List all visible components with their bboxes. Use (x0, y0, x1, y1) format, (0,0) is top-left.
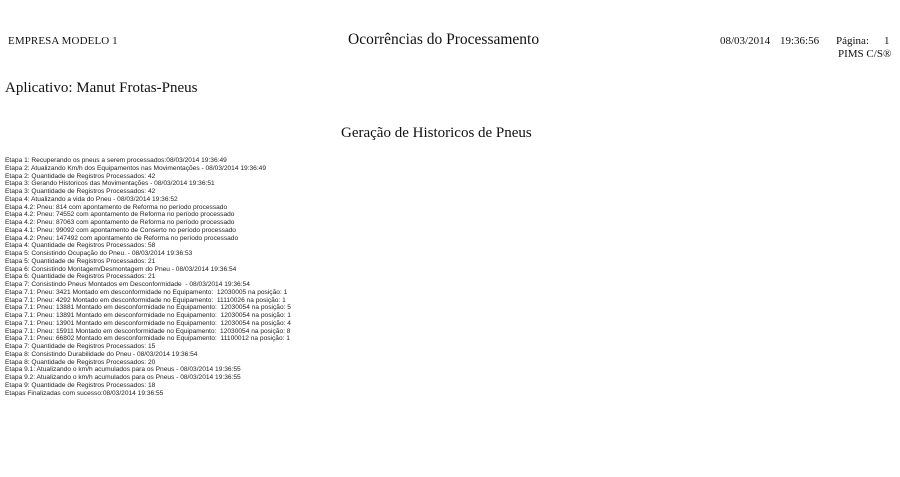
log-line: Etapa 7: Quantidade de Registros Processados: 15 (5, 343, 156, 350)
log-line: Etapa 3: Quantidade de Registros Processados: 42 (5, 188, 156, 195)
log-line: Etapa 7: Consistindo Pneus Montados em Desconformidade - 08/03/2014 19:36:54 (5, 281, 250, 288)
log-line: Etapa 5: Quantidade de Registros Processados: 21 (5, 257, 156, 265)
log-line: Etapa 7.1: Pneu: 4292 Montado em desconformidade no Equipamento: 11110026 na posição: 1 (5, 296, 286, 304)
log-line: Etapa 4: Quantidade de Registros Processados: 58 (5, 242, 156, 250)
log-line: Etapa 4.2: Pneu: 87063 com apontamento de Reforma no período processado (5, 219, 235, 226)
report-time: 19:36:56 (780, 35, 820, 47)
log-line: Etapa 7.1: Pneu: 3421 Montado em desconformidade no Equipamento: 12030005 na posição: 1 (5, 288, 288, 296)
log-line: Etapa 9.1: Atualizando o km/h acumulados para os Pneus - 08/03/2014 19:36:55 (5, 366, 241, 374)
log-line: Etapa 6: Quantidade de Registros Processados: 21 (5, 273, 156, 281)
log-line: Etapa 4.2: Pneu: 74552 com apontamento de Reforma no período processado (5, 211, 235, 219)
report-title: Ocorrências do Processamento (348, 31, 540, 48)
log-line: Etapa 7.1: Pneu: 15911 Montado em desconformidade no Equipamento: 12030054 na posição: 8 (5, 327, 291, 335)
log-line: Etapa 2: Atualizando Km/h dos Equipamentos nas Movimentações - 08/03/2014 19:36:49 (5, 164, 266, 172)
section-title: Geração de Historicos de Pneus (341, 125, 532, 141)
log-line: Etapa 7.1: Pneu: 66802 Montado em desconformidade no Equipamento: 11100012 na posição: 1 (5, 335, 290, 343)
log-line: Etapa 6: Consistindo Montagem/Desmontagem do Pneu - 08/03/2014 19:36:54 (5, 265, 237, 273)
company-name: EMPRESA MODELO 1 (8, 35, 118, 47)
log-line: Etapa 3: Gerando Historicos das Movimentações - 08/03/2014 19:36:51 (5, 180, 215, 188)
application-line: Aplicativo: Manut Frotas-Pneus (5, 80, 198, 96)
log-line: Etapa 4: Atualizando a vida do Pneu - 08/03/2014 19:36:52 (5, 195, 178, 203)
log-line: Etapa 4.1: Pneu: 99092 com apontamento de Conserto no período processado (5, 226, 236, 234)
log-line: Etapa 4.2: Pneu: 147492 com apontamento de Reforma no período processado (5, 234, 239, 242)
log-line: Etapa 7.1: Pneu: 13901 Montado em desconformidade no Equipamento: 12030054 na posição: 4 (5, 319, 291, 327)
page-number: 1 (884, 35, 890, 47)
log-line: Etapa 9.2: Atualizando o km/h acumulados para os Pneus - 08/03/2014 19:36:55 (5, 374, 241, 381)
log-line: Etapa 5: Consistindo Ocupação do Pneu. - 08/03/2014 19:36:53 (5, 250, 193, 257)
system-name: PIMS C/S® (838, 48, 892, 60)
log-line: Etapa 7.1: Pneu: 13891 Montado em desconformidade no Equipamento: 12030054 na posição: 1 (5, 312, 291, 319)
log-line: Etapa 8: Quantidade de Registros Processados: 20 (5, 358, 156, 366)
page-label: Página: (836, 35, 869, 47)
log-line: Etapa 1: Recuperando os pneus a serem processados:08/03/2014 19:36:49 (5, 157, 227, 164)
log-line: Etapa 8: Consistindo Durabilidade do Pneu - 08/03/2014 19:36:54 (5, 350, 198, 358)
log-line: Etapa 9: Quantidade de Registros Processados: 18 (5, 381, 156, 389)
report-date: 08/03/2014 (720, 35, 771, 47)
log-line: Etapa 4.2: Pneu: 814 com apontamento de Reforma no período processado (5, 203, 228, 211)
processing-log (5, 157, 291, 397)
log-line: Etapa 2: Quantidade de Registros Processados: 42 (5, 172, 156, 180)
log-line: Etapas Finalizadas com sucesso:08/03/2014 19:36:55 (5, 389, 164, 397)
log-line: Etapa 7.1: Pneu: 13881 Montado em desconformidade no Equipamento: 12030054 na posição: 5 (5, 304, 291, 312)
